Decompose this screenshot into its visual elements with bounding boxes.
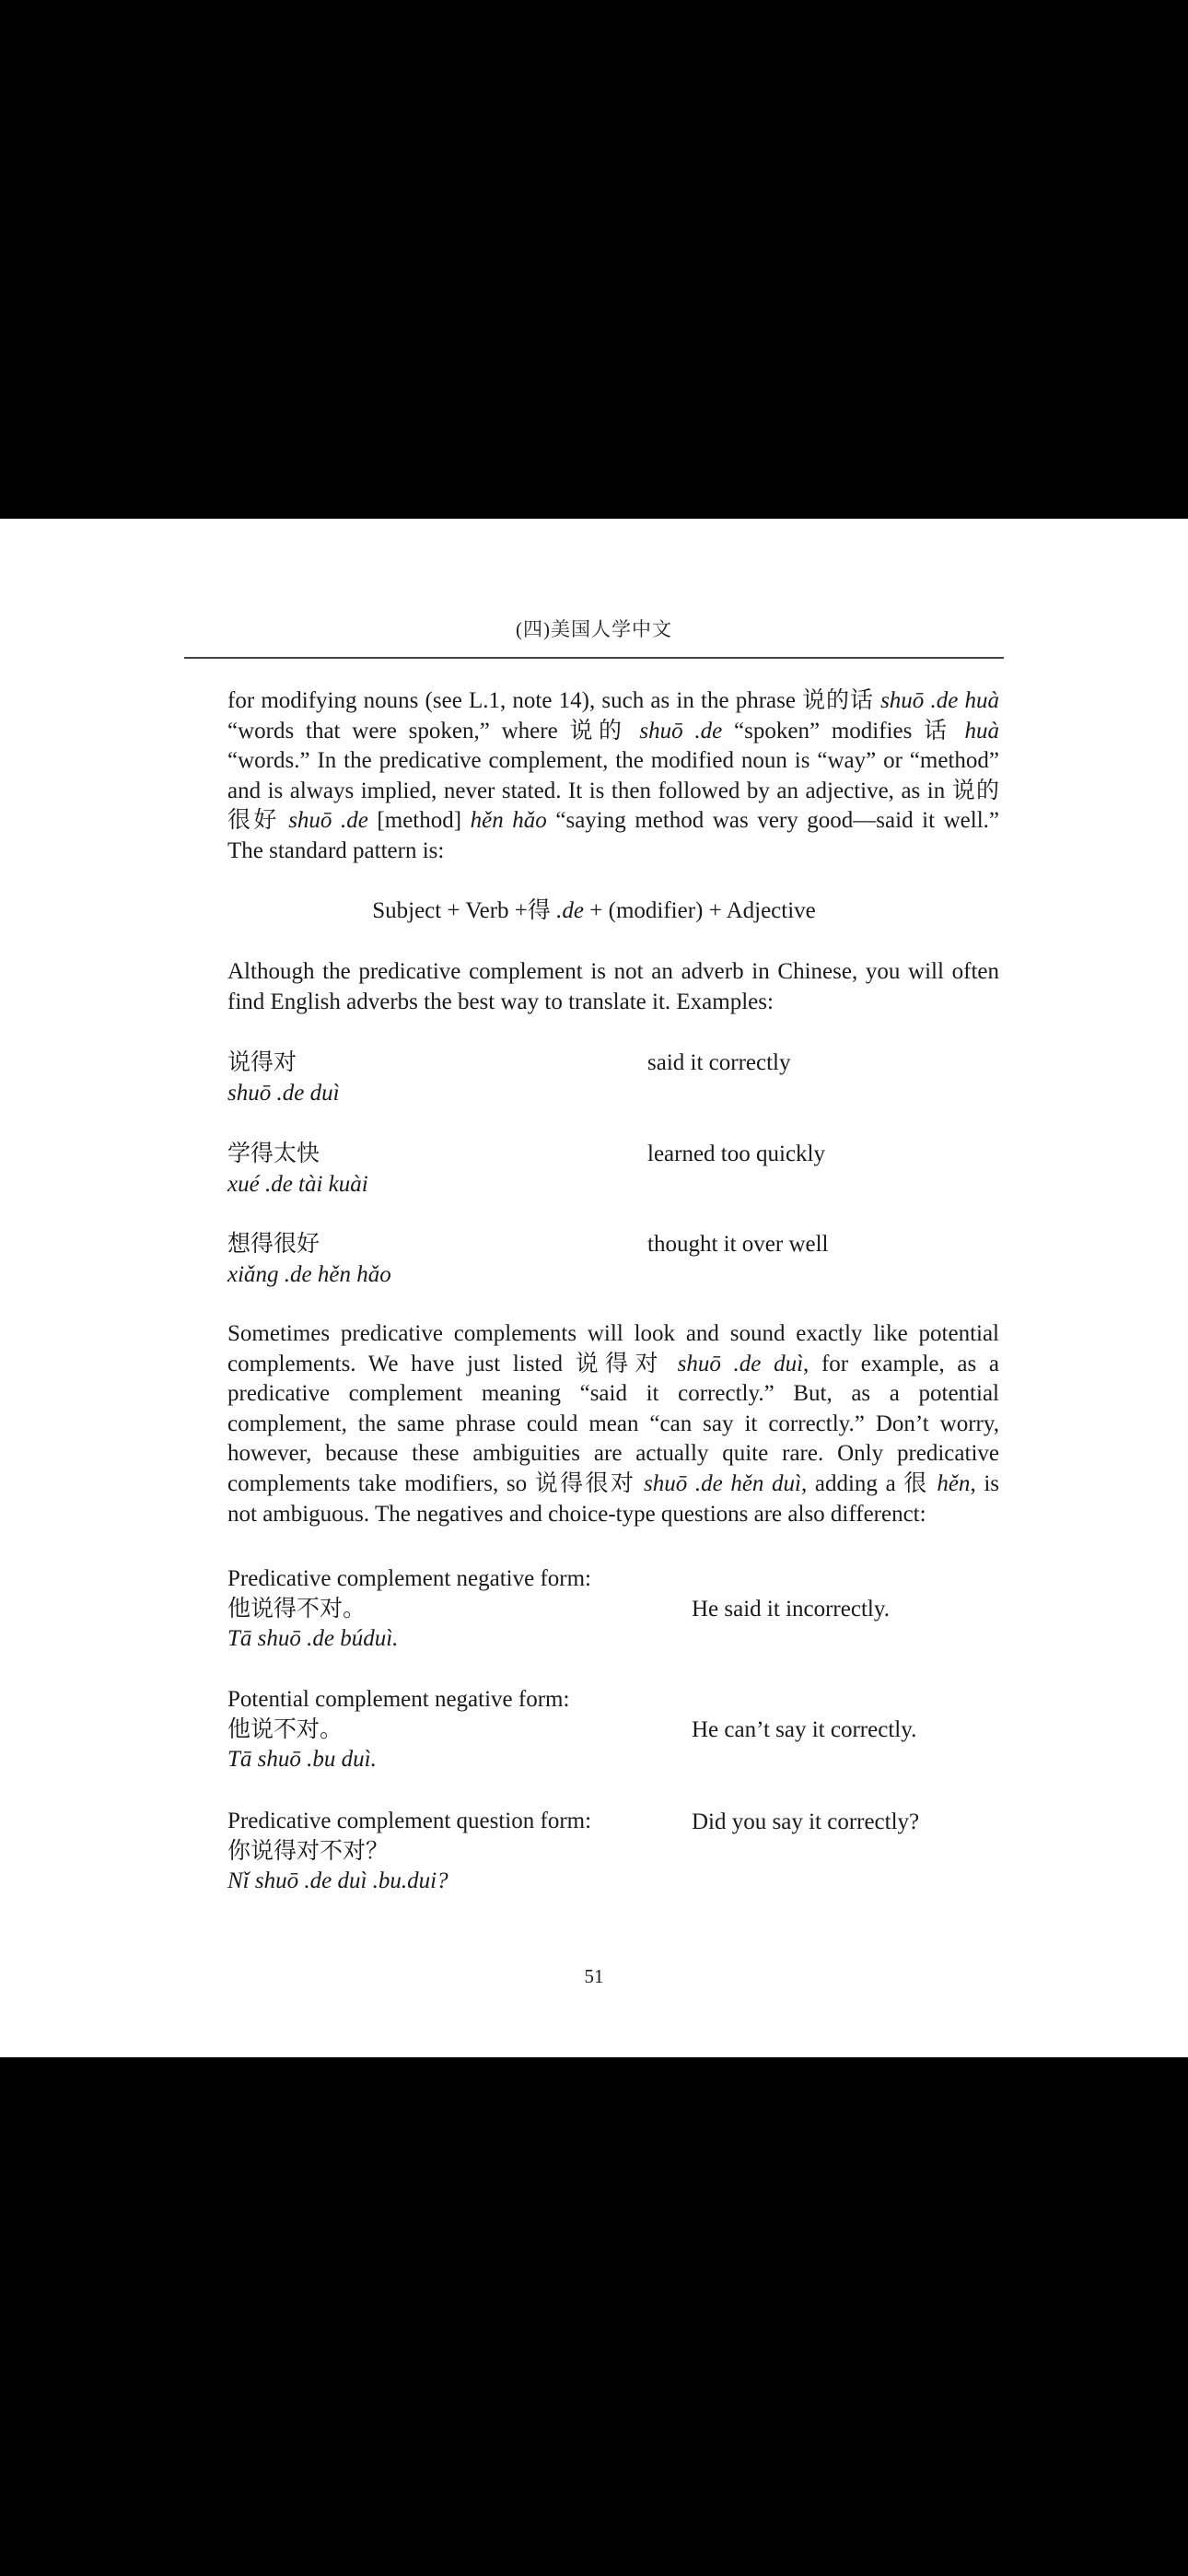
example-item bbox=[227, 1229, 391, 1290]
paragraph-adverbs bbox=[227, 957, 999, 1017]
example-chinese: 说得对 bbox=[227, 1050, 297, 1075]
text-line: predicative complement meaning “said it correctly.” But, as a potential bbox=[227, 1381, 999, 1407]
pinyin-italic: shuō .de bbox=[288, 808, 368, 834]
form-translation: He can’t say it correctly. bbox=[692, 1717, 917, 1742]
text-line: not ambiguous. The negatives and choice-type questions are also differenct: bbox=[227, 1501, 926, 1527]
form-translation: Did you say it correctly? bbox=[692, 1809, 920, 1834]
pinyin-italic: shuō .de huà bbox=[880, 688, 999, 713]
form-label: Predicative complement negative form: bbox=[227, 1566, 591, 1591]
text-line: and is always implied, never stated. It is then followed by an adjective, as in 说的 bbox=[227, 778, 999, 803]
form-translation: He said it incorrectly. bbox=[692, 1597, 890, 1622]
example-translation: said it correctly bbox=[647, 1050, 791, 1075]
header-rule bbox=[184, 657, 1004, 659]
pattern-before: Subject + Verb +得 bbox=[372, 898, 557, 923]
text-line: find English adverbs the best way to translate it. Examples: bbox=[227, 989, 774, 1014]
form-pinyin: Tā shuō .bu duì. bbox=[227, 1747, 377, 1772]
example-item bbox=[227, 1048, 340, 1108]
pinyin-italic: shuō .de duì bbox=[677, 1351, 804, 1376]
paragraph-ambiguity bbox=[227, 1319, 999, 1529]
standard-pattern-formula bbox=[0, 892, 1188, 925]
example-pinyin: xiǎng .de hěn hǎo bbox=[227, 1262, 391, 1287]
text-line: 很好 shuō .de [method] hěn hǎo “saying method was very good—said it well.” bbox=[227, 808, 999, 834]
form-chinese: 你说得对不对？ bbox=[227, 1838, 390, 1864]
pinyin-italic: shuō .de bbox=[639, 718, 723, 744]
pinyin-italic: huà bbox=[964, 718, 999, 744]
form-potential-negative bbox=[227, 1685, 569, 1775]
form-label: Predicative complement question form: bbox=[227, 1809, 592, 1833]
example-translation: learned too quickly bbox=[647, 1142, 825, 1166]
example-translation: thought it over well bbox=[647, 1232, 829, 1257]
example-pinyin: xué .de tài kuài bbox=[227, 1172, 368, 1197]
form-chinese: 他说不对。 bbox=[227, 1716, 344, 1742]
example-pinyin: shuō .de duì bbox=[227, 1081, 340, 1106]
form-pinyin: Nǐ shuō .de duì .bu.dui? bbox=[227, 1868, 448, 1893]
form-pinyin: Tā shuō .de búduì. bbox=[227, 1626, 399, 1651]
text-line: complements take modifiers, so 说得很对 shuō .de hěn duì, adding a 很 hěn, is bbox=[227, 1470, 999, 1496]
text-line: “words.” In the predicative complement, the modified noun is “way” or “method” bbox=[227, 748, 999, 774]
pattern-after: + (modifier) + Adjective bbox=[584, 898, 816, 923]
example-item bbox=[227, 1139, 368, 1200]
text-line: Sometimes predicative complements will look and sound exactly like potential bbox=[227, 1321, 999, 1346]
pattern-particle: .de bbox=[556, 898, 585, 923]
text-line: for modifying nouns (see L.1, note 14), such as in the phrase 说的话 shuō .de huà bbox=[227, 688, 999, 713]
pinyin-italic: hěn bbox=[937, 1470, 971, 1496]
form-predicative-negative bbox=[227, 1564, 591, 1655]
book-page bbox=[0, 519, 1188, 2057]
example-chinese: 学得太快 bbox=[227, 1142, 320, 1166]
form-label: Potential complement negative form: bbox=[227, 1687, 570, 1712]
text-line: Although the predicative complement is not an adverb in Chinese, you will often bbox=[227, 959, 999, 984]
pinyin-italic: hěn hǎo bbox=[470, 808, 547, 834]
text-line: “words that were spoken,” where 说的 shuō .de “spoken” modifies 话 huà bbox=[227, 718, 999, 744]
example-chinese: 想得很好 bbox=[227, 1232, 320, 1257]
pinyin-italic: shuō .de hěn duì bbox=[643, 1470, 801, 1496]
form-chinese: 他说得不对。 bbox=[227, 1596, 367, 1622]
text-line: however, because these ambiguities are actually quite rare. Only predicative bbox=[227, 1441, 999, 1467]
text-line: complements. We have just listed 说得对 shuō .de duì, for example, as a bbox=[227, 1351, 1000, 1376]
text-line: complement, the same phrase could mean “can say it correctly.” Don’t worry, bbox=[227, 1411, 999, 1436]
form-predicative-question bbox=[227, 1807, 591, 1897]
page-number: 51 bbox=[584, 1965, 604, 1987]
paragraph-modifying-nouns bbox=[227, 686, 999, 867]
text-line: The standard pattern is: bbox=[227, 837, 445, 863]
running-head: (四)美国人学中文 bbox=[516, 618, 672, 640]
